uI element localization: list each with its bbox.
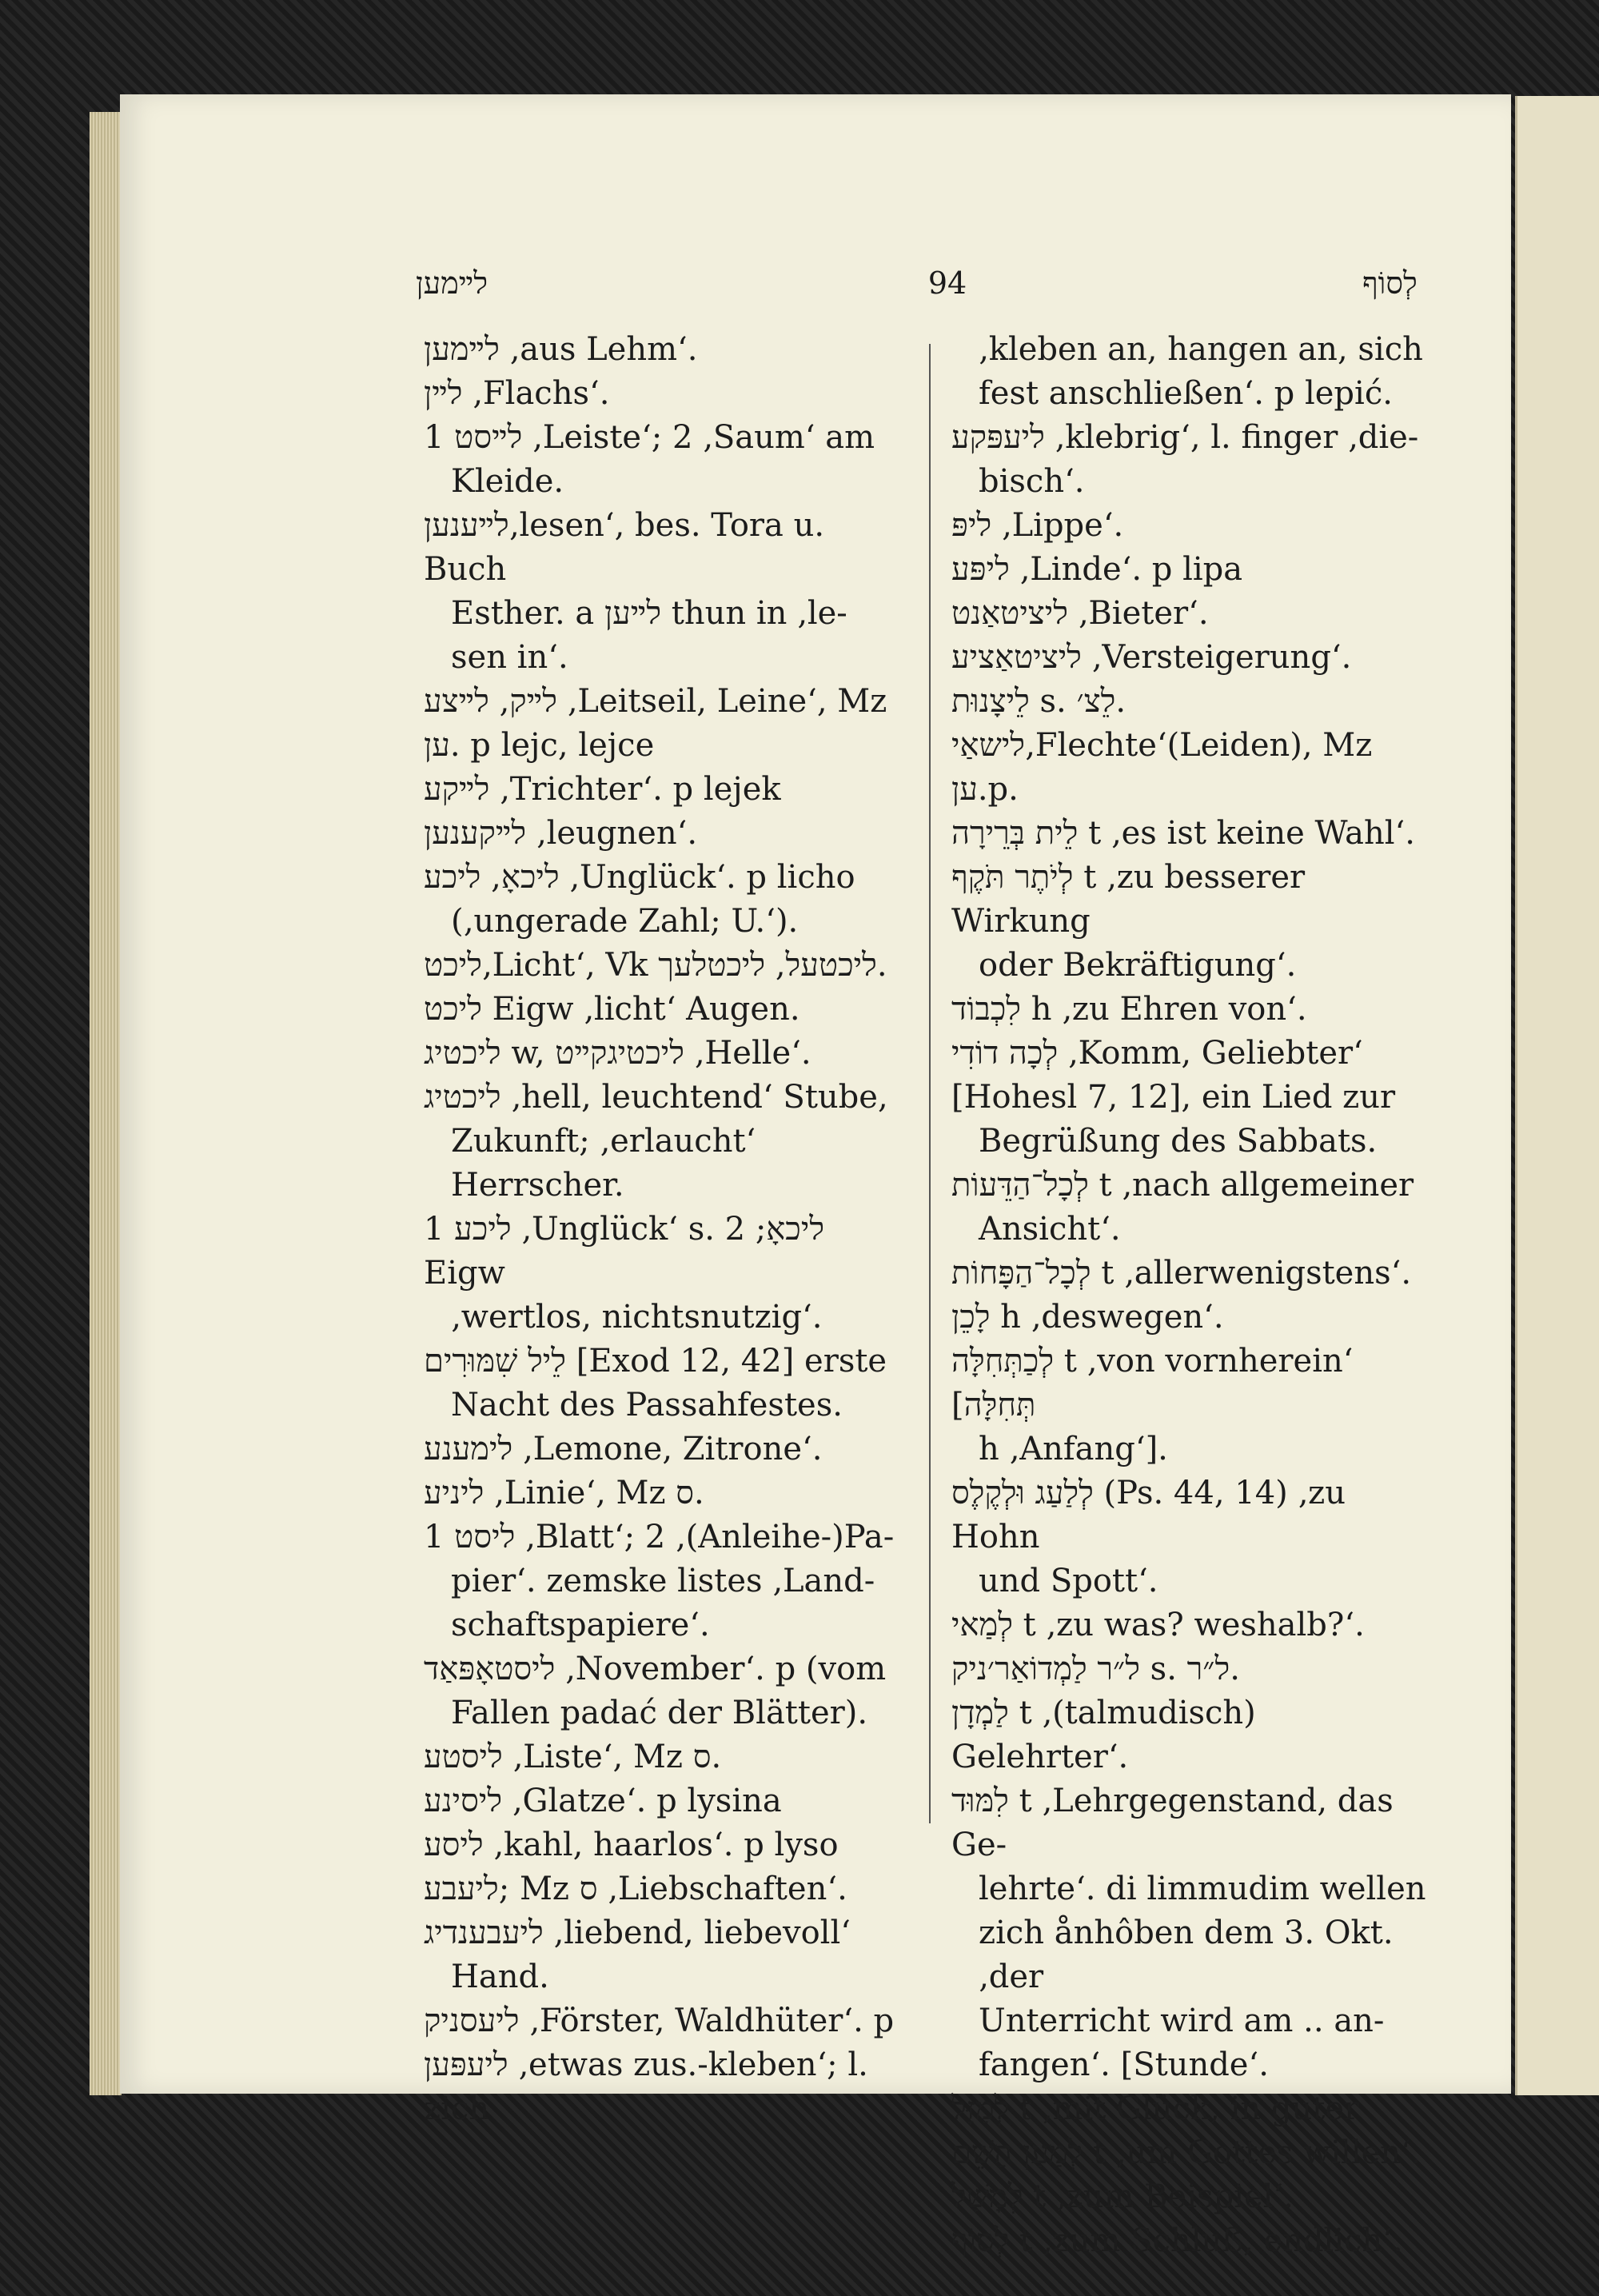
dictionary-line: לײסט 1 ‚Leiste‘; 2 ‚Saum‘ am <box>424 419 875 456</box>
dictionary-line: לִכְבוֹד h ‚zu Ehren von‘. <box>951 991 1307 1028</box>
dictionary-line: Kleide. <box>451 463 564 500</box>
dictionary-line: schaftspapiere‘. <box>451 1607 710 1643</box>
dictionary-line: Begrüßung des Sabbats. <box>979 1123 1378 1160</box>
running-head-right: לְסוֹף <box>1362 266 1418 301</box>
dictionary-line: ליכטיג w, ליכטיגקײט ‚Helle‘. <box>424 1035 811 1072</box>
left-column <box>424 328 911 2131</box>
dictionary-line: לְמָשָׁל t ‚zum Beispiel‘. <box>951 2178 1294 2215</box>
dictionary-line: לײן ‚Flachs‘. <box>424 375 610 412</box>
dictionary-line: ליכאָ, ליכע ‚Unglück‘. p licho <box>424 859 855 896</box>
running-head-left: לײמען <box>416 266 488 301</box>
dictionary-line: לײמען ‚aus Lehm‘. <box>424 331 698 368</box>
next-page-edge <box>1515 96 1599 2095</box>
dictionary-line: לָכֵן h ‚deswegen‘. <box>951 1299 1224 1336</box>
dictionary-line: fangen‘. [Stunde‘. <box>979 2046 1269 2083</box>
dictionary-line: Unterricht wird am .. an- <box>979 2003 1385 2039</box>
dictionary-line: ליציטאַציע ‚Versteigerung‘. <box>951 639 1352 676</box>
dictionary-line: ליפּ ‚Lippe‘. <box>951 507 1124 544</box>
dictionary-line: לְכָה דוֹדִי ‚Komm, Geliebter‘ <box>951 1035 1363 1072</box>
dictionary-line: lehrte‘. di limmudim wellen <box>979 1871 1426 1907</box>
dictionary-line: ליציטאַנט ‚Bieter‘. <box>951 595 1209 632</box>
dictionary-line: Nacht des Passahfestes. <box>451 1387 843 1424</box>
dictionary-line: ליסטע ‚Liste‘, Mz ס. <box>424 1739 722 1775</box>
dictionary-line: לײקע ‚Trichter‘. p lejek <box>424 771 781 808</box>
dictionary-line: לְמַעַן הַשֵּׁם t ‚um Gottes willen‘. <box>951 2134 1422 2171</box>
dictionary-line: לְלַעַג וּלְקֶלֶס (Ps. 44, 14) ‚zu Hohn <box>951 1475 1346 1555</box>
dictionary-line: Fallen padać der Blätter). <box>451 1695 868 1731</box>
dictionary-line: לײענען‚lesen‘, bes. Tora u. Buch <box>424 507 825 588</box>
dictionary-line: ליעסניק ‚Förster, Waldhüter‘. p <box>424 2003 895 2039</box>
dictionary-line: oder Bekräftigung‘. <box>979 947 1297 984</box>
dictionary-line: לימענע ‚Lemone, Zitrone‘. <box>424 1431 823 1467</box>
dictionary-line: ליניע ‚Linie‘, Mz ס. <box>424 1475 704 1511</box>
dictionary-line: לײק, לײצע ‚Leitseil, Leine‘, Mz <box>424 683 887 720</box>
dictionary-line: Ansicht‘. <box>979 1211 1121 1248</box>
dictionary-line: pier‘. zemske listes ‚Land- <box>451 1563 875 1599</box>
right-column <box>951 328 1431 2263</box>
dictionary-line: ליעבענדיג ‚liebend, liebevoll‘ <box>424 1915 851 1951</box>
dictionary-line: h ‚Anfang‘]. <box>979 1431 1168 1467</box>
dictionary-line: Esther. a לײען thun in ‚le- <box>451 595 847 632</box>
dictionary-line: ליסינע ‚Glatze‘. p lysina <box>424 1783 782 1819</box>
dictionary-line: ליכט Eigw ‚licht‘ Augen. <box>424 991 800 1028</box>
dictionary-line: לְכַתְּחִלָּה t ‚von vornherein‘ [תְּחִלָּה <box>951 1343 1354 1424</box>
column-divider <box>929 344 931 1823</box>
page-number: 94 <box>927 266 967 301</box>
dictionary-line: und Spott‘. <box>979 1563 1158 1599</box>
dictionary-line: ליסע ‚kahl, haarlos‘. p lyso <box>424 1827 839 1863</box>
dictionary-line: sen in‘. <box>451 639 568 676</box>
dictionary-line: ‚wertlos, nichtsnutzig‘. <box>451 1299 823 1336</box>
dictionary-line: לְסוֹף t ‚zum Schluß, endlich‘. <box>951 2222 1403 2259</box>
dictionary-line: לְכָל־הַפָּחוֹת t ‚allerwenigstens‘. <box>951 1255 1412 1292</box>
dictionary-line: ליפּע ‚Linde‘. p lipa <box>951 551 1243 588</box>
page-stack-edges <box>90 112 122 2095</box>
dictionary-line: ל״ר לַמְדוֹאַר׳ניק s. ל״ר. <box>951 1651 1240 1687</box>
dictionary-line: ליכטיג ‚hell, leuchtend‘ Stube, <box>424 1079 888 1116</box>
dictionary-line: ליכע 1 ‚Unglück‘ s. ליכאָ; 2 Eigw <box>424 1211 825 1292</box>
dictionary-line: [Hohesl 7, 12], ein Lied zur <box>951 1079 1396 1116</box>
dictionary-line: לֵיל שִׁמּוּרִים [Exod 12, 42] erste <box>424 1343 887 1380</box>
dictionary-line: לַמְדָן t ‚(talmudisch) Gelehrter‘. <box>951 1695 1256 1775</box>
dictionary-line: ליעבע; Mz ס ‚Liebschaften‘. <box>424 1871 847 1907</box>
dictionary-line: ליסטאָפּאַד ‚November‘. p (vom <box>424 1651 887 1687</box>
dictionary-line: bisch‘. <box>979 463 1085 500</box>
dictionary-line: ען. p lejc, lejce <box>424 727 655 764</box>
dictionary-line: Zukunft; ‚erlaucht‘ Herrscher. <box>451 1123 756 1204</box>
dictionary-line: Hand. <box>451 1959 549 1995</box>
dictionary-line: ‚kleben an, hangen an, sich <box>979 331 1423 368</box>
dictionary-line: ליסט 1 ‚Blatt‘; 2 ‚(Anleihe-)Pa- <box>424 1519 895 1555</box>
dictionary-line: zich ånhôben dem 3. Okt. ‚der <box>979 1915 1394 1995</box>
dictionary-line: לֵית בְּרֵירָה t ‚es ist keine Wahl‘. <box>951 815 1415 852</box>
dictionary-line: ליעפּען ‚etwas zus.-kleben‘; l. zich <box>424 2046 868 2127</box>
dictionary-line: ליכט‚Licht‘, Vk ליכטעל, ליכטלעך. <box>424 947 887 984</box>
dictionary-line: לֵיצָנוּת s. לֵצ׳. <box>951 683 1126 720</box>
dictionary-line: לְמַאי t ‚zu was? weshalb?‘. <box>951 1607 1365 1643</box>
dictionary-line: ליעפּקע ‚klebrig‘, l. finger ‚die- <box>951 419 1419 456</box>
dictionary-line: לְמַזָּל t ‚mit Glück, in guter <box>951 2090 1360 2127</box>
dictionary-line: לְיֹתֶר תֹּקֶף t ‚zu besserer Wirkung <box>951 859 1306 940</box>
dictionary-line: לײקענען ‚leugnen‘. <box>424 815 698 852</box>
dictionary-line: לִמּוּד t ‚Lehrgegenstand, das Ge- <box>951 1783 1394 1863</box>
dictionary-line: לישאַי‚Flechte‘(Leiden), Mz ען.p. <box>951 727 1373 808</box>
dictionary-line: (‚ungerade Zahl; U.‘). <box>451 903 799 940</box>
dictionary-line: fest anschließen‘. p lepić. <box>979 375 1393 412</box>
dictionary-line: לְכָל־הַדֵּעוֹת t ‚nach allgemeiner <box>951 1167 1414 1204</box>
